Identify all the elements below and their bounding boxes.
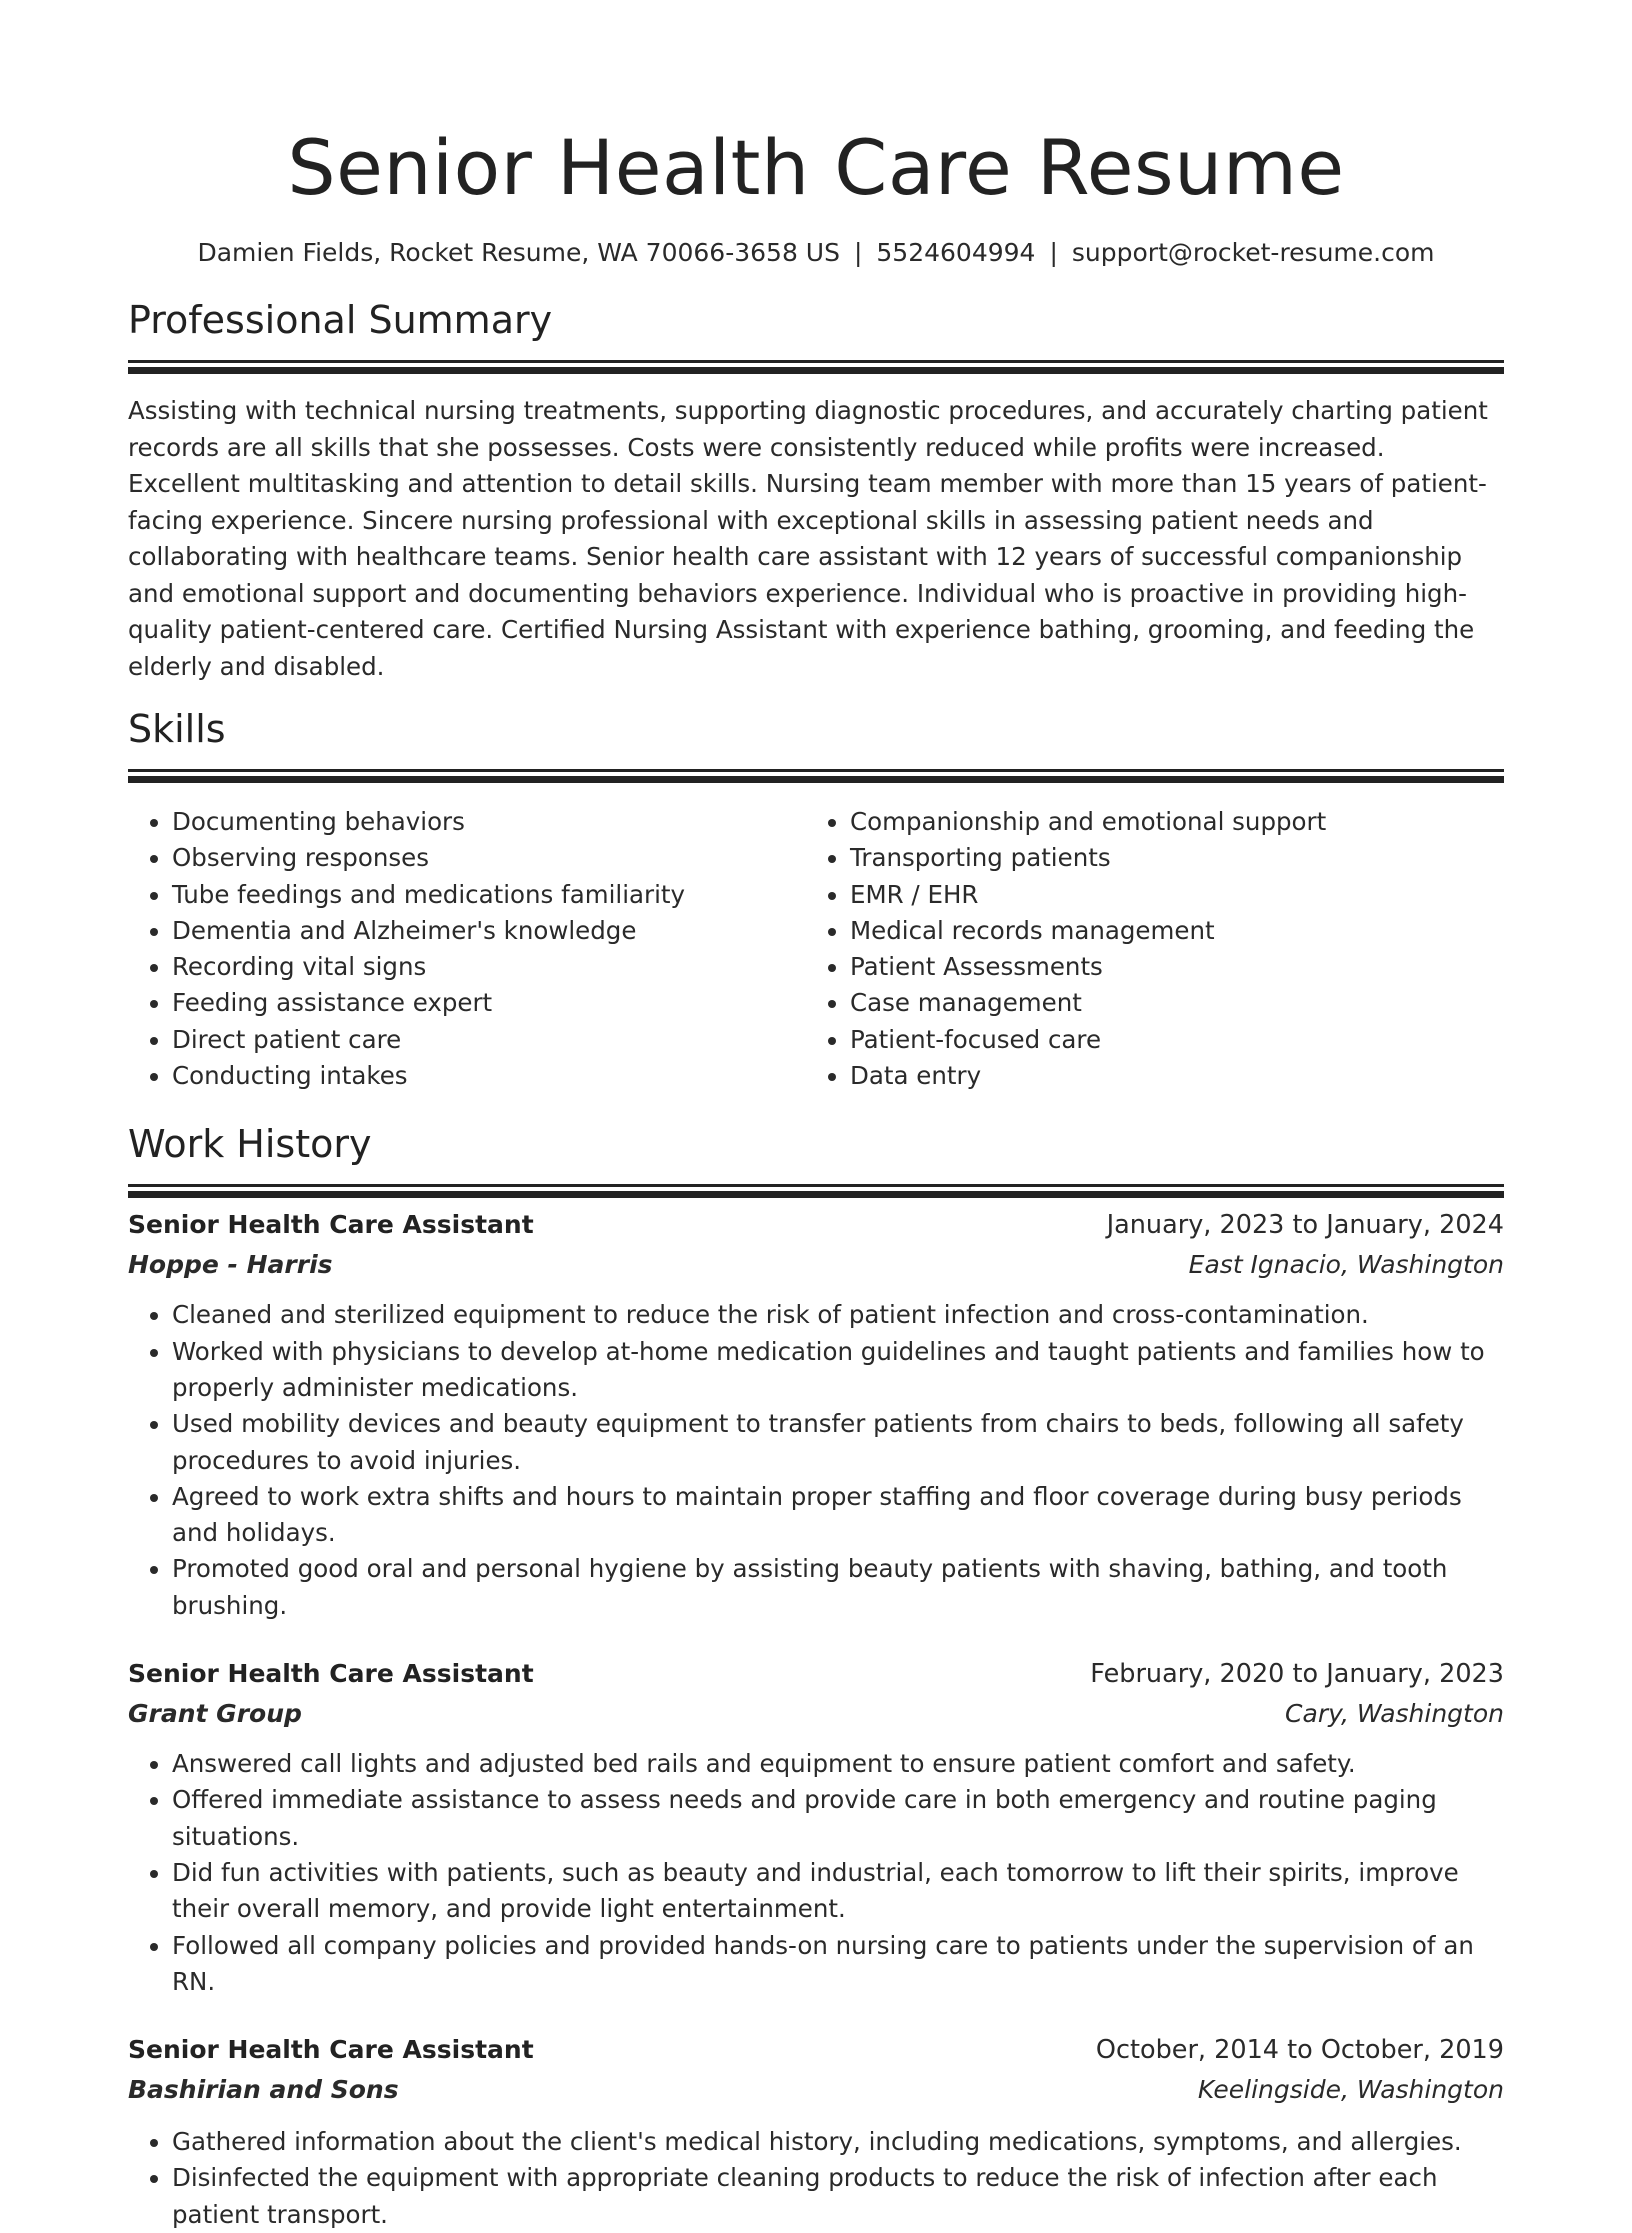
job-header-row bbox=[128, 1205, 1504, 1245]
job-bullet: • Promoted good oral and personal hygiene by assisting beauty patients with shaving, bathing, and tooth brushing. bbox=[172, 1551, 1504, 1624]
skill-item: • Conducting intakes bbox=[172, 1058, 806, 1094]
job-subheader-row bbox=[128, 1245, 1504, 1285]
skill-item: • Case management bbox=[850, 985, 1484, 1021]
job-location: Cary, Washington bbox=[1285, 1699, 1504, 1729]
job-company: Grant Group bbox=[128, 1699, 302, 1729]
summary-text: Assisting with technical nursing treatments, supporting diagnostic procedures, and accurately charting patient records are all skills that she possesses. Costs were consistently reduced while profits were increased. Excellent multitasking and attention to detail skills. Nursing team member with more than 15 years of patient-facing experience. Sincere nursing professional with exceptional skills in assessing patient needs and collaborating with healthcare teams. Senior health care assistant with 12 years of successful companionship and emotional support and documenting behaviors experience. Individual who is proactive in providing high-quality patient-centered care. Certified Nursing Assistant with experience bathing, grooming, and feeding the elderly and disabled. bbox=[128, 396, 1488, 681]
job-entry bbox=[128, 1654, 1504, 2000]
skill-item: • Patient-focused care bbox=[850, 1022, 1484, 1058]
job-entry bbox=[128, 2030, 1504, 2233]
skills-list bbox=[128, 804, 1504, 1094]
skill-item: • Feeding assistance expert bbox=[172, 985, 806, 1021]
skill-item: • Recording vital signs bbox=[172, 949, 806, 985]
job-bullet: • Worked with physicians to develop at-home medication guidelines and taught patients and families how to properly administer medications. bbox=[172, 1334, 1504, 1407]
job-header-row bbox=[128, 1654, 1504, 1694]
section-divider bbox=[128, 1184, 1504, 1187]
section-divider bbox=[128, 360, 1504, 363]
job-header-row bbox=[128, 2030, 1504, 2070]
contact-line bbox=[128, 236, 1504, 270]
job-bullet: • Did fun activities with patients, such as beauty and industrial, each tomorrow to lift their spirits, improve their overall memory, and provide light entertainment. bbox=[172, 1855, 1504, 1928]
job-subheader-row bbox=[128, 2070, 1504, 2110]
job-location: East Ignacio, Washington bbox=[1188, 1250, 1504, 1280]
job-bullet: • Gathered information about the client's medical history, including medications, symptoms, and allergies. bbox=[172, 2124, 1504, 2160]
skill-item: • Dementia and Alzheimer's knowledge bbox=[172, 913, 806, 949]
skill-item: • Tube feedings and medications familiarity bbox=[172, 877, 806, 913]
job-entry bbox=[128, 1205, 1504, 1624]
job-bullet: • Answered call lights and adjusted bed rails and equipment to ensure patient comfort and safety. bbox=[172, 1746, 1504, 1782]
summary-heading: Professional Summary bbox=[128, 298, 553, 342]
skills-column-right bbox=[806, 804, 1484, 1094]
job-bullet: • Followed all company policies and provided hands-on nursing care to patients under the supervision of an RN. bbox=[172, 1928, 1504, 2001]
skill-item: • Patient Assessments bbox=[850, 949, 1484, 985]
job-bullet: • Cleaned and sterilized equipment to reduce the risk of patient infection and cross-contamination. bbox=[172, 1297, 1504, 1333]
summary-section bbox=[128, 296, 1504, 685]
skill-item: • Documenting behaviors bbox=[172, 804, 806, 840]
job-company: Bashirian and Sons bbox=[128, 2075, 399, 2105]
job-company: Hoppe - Harris bbox=[128, 1250, 333, 1280]
skills-section bbox=[128, 705, 1504, 1094]
job-subheader-row bbox=[128, 1694, 1504, 1734]
work-history-section bbox=[128, 1120, 1504, 2233]
skill-item: • Data entry bbox=[850, 1058, 1484, 1094]
contact-separator: | bbox=[853, 238, 863, 267]
skill-item: • Direct patient care bbox=[172, 1022, 806, 1058]
skill-item: • EMR / EHR bbox=[850, 877, 1484, 913]
skill-item: • Transporting patients bbox=[850, 840, 1484, 876]
contact-email: support@rocket-resume.com bbox=[1071, 238, 1435, 267]
contact-phone: 5524604994 bbox=[876, 238, 1036, 267]
work-history-heading: Work History bbox=[128, 1122, 372, 1167]
job-dates: January, 2023 to January, 2024 bbox=[1106, 1210, 1504, 1241]
contact-separator: | bbox=[1049, 238, 1058, 267]
page-title: Senior Health Care Resume bbox=[287, 123, 1345, 212]
job-bullet: • Agreed to work extra shifts and hours to maintain proper staffing and floor coverage during busy periods and holidays. bbox=[172, 1479, 1504, 1552]
skills-heading: Skills bbox=[128, 707, 226, 751]
skills-column-left bbox=[128, 804, 806, 1094]
job-dates: February, 2020 to January, 2023 bbox=[1090, 1659, 1504, 1690]
contact-address: Damien Fields, Rocket Resume, WA 70066-3658 US bbox=[197, 238, 840, 267]
job-dates: October, 2014 to October, 2019 bbox=[1095, 2035, 1504, 2066]
section-divider bbox=[128, 769, 1504, 772]
job-title: Senior Health Care Assistant bbox=[128, 1659, 534, 1689]
job-bullets bbox=[128, 1746, 1504, 2000]
job-bullets bbox=[128, 1297, 1504, 1624]
job-title: Senior Health Care Assistant bbox=[128, 1210, 534, 1240]
job-title: Senior Health Care Assistant bbox=[128, 2035, 534, 2065]
job-bullet: • Disinfected the equipment with appropriate cleaning products to reduce the risk of infection after each patient transport. bbox=[172, 2160, 1504, 2233]
job-location: Keelingside, Washington bbox=[1197, 2075, 1504, 2105]
resume-page bbox=[128, 0, 1504, 2233]
job-bullets bbox=[128, 2124, 1504, 2233]
job-bullet: • Used mobility devices and beauty equipment to transfer patients from chairs to beds, following all safety procedures to avoid injuries. bbox=[172, 1406, 1504, 1479]
skill-item: • Companionship and emotional support bbox=[850, 804, 1484, 840]
skill-item: • Observing responses bbox=[172, 840, 806, 876]
skill-item: • Medical records management bbox=[850, 913, 1484, 949]
job-bullet: • Offered immediate assistance to assess needs and provide care in both emergency and routine paging situations. bbox=[172, 1782, 1504, 1855]
